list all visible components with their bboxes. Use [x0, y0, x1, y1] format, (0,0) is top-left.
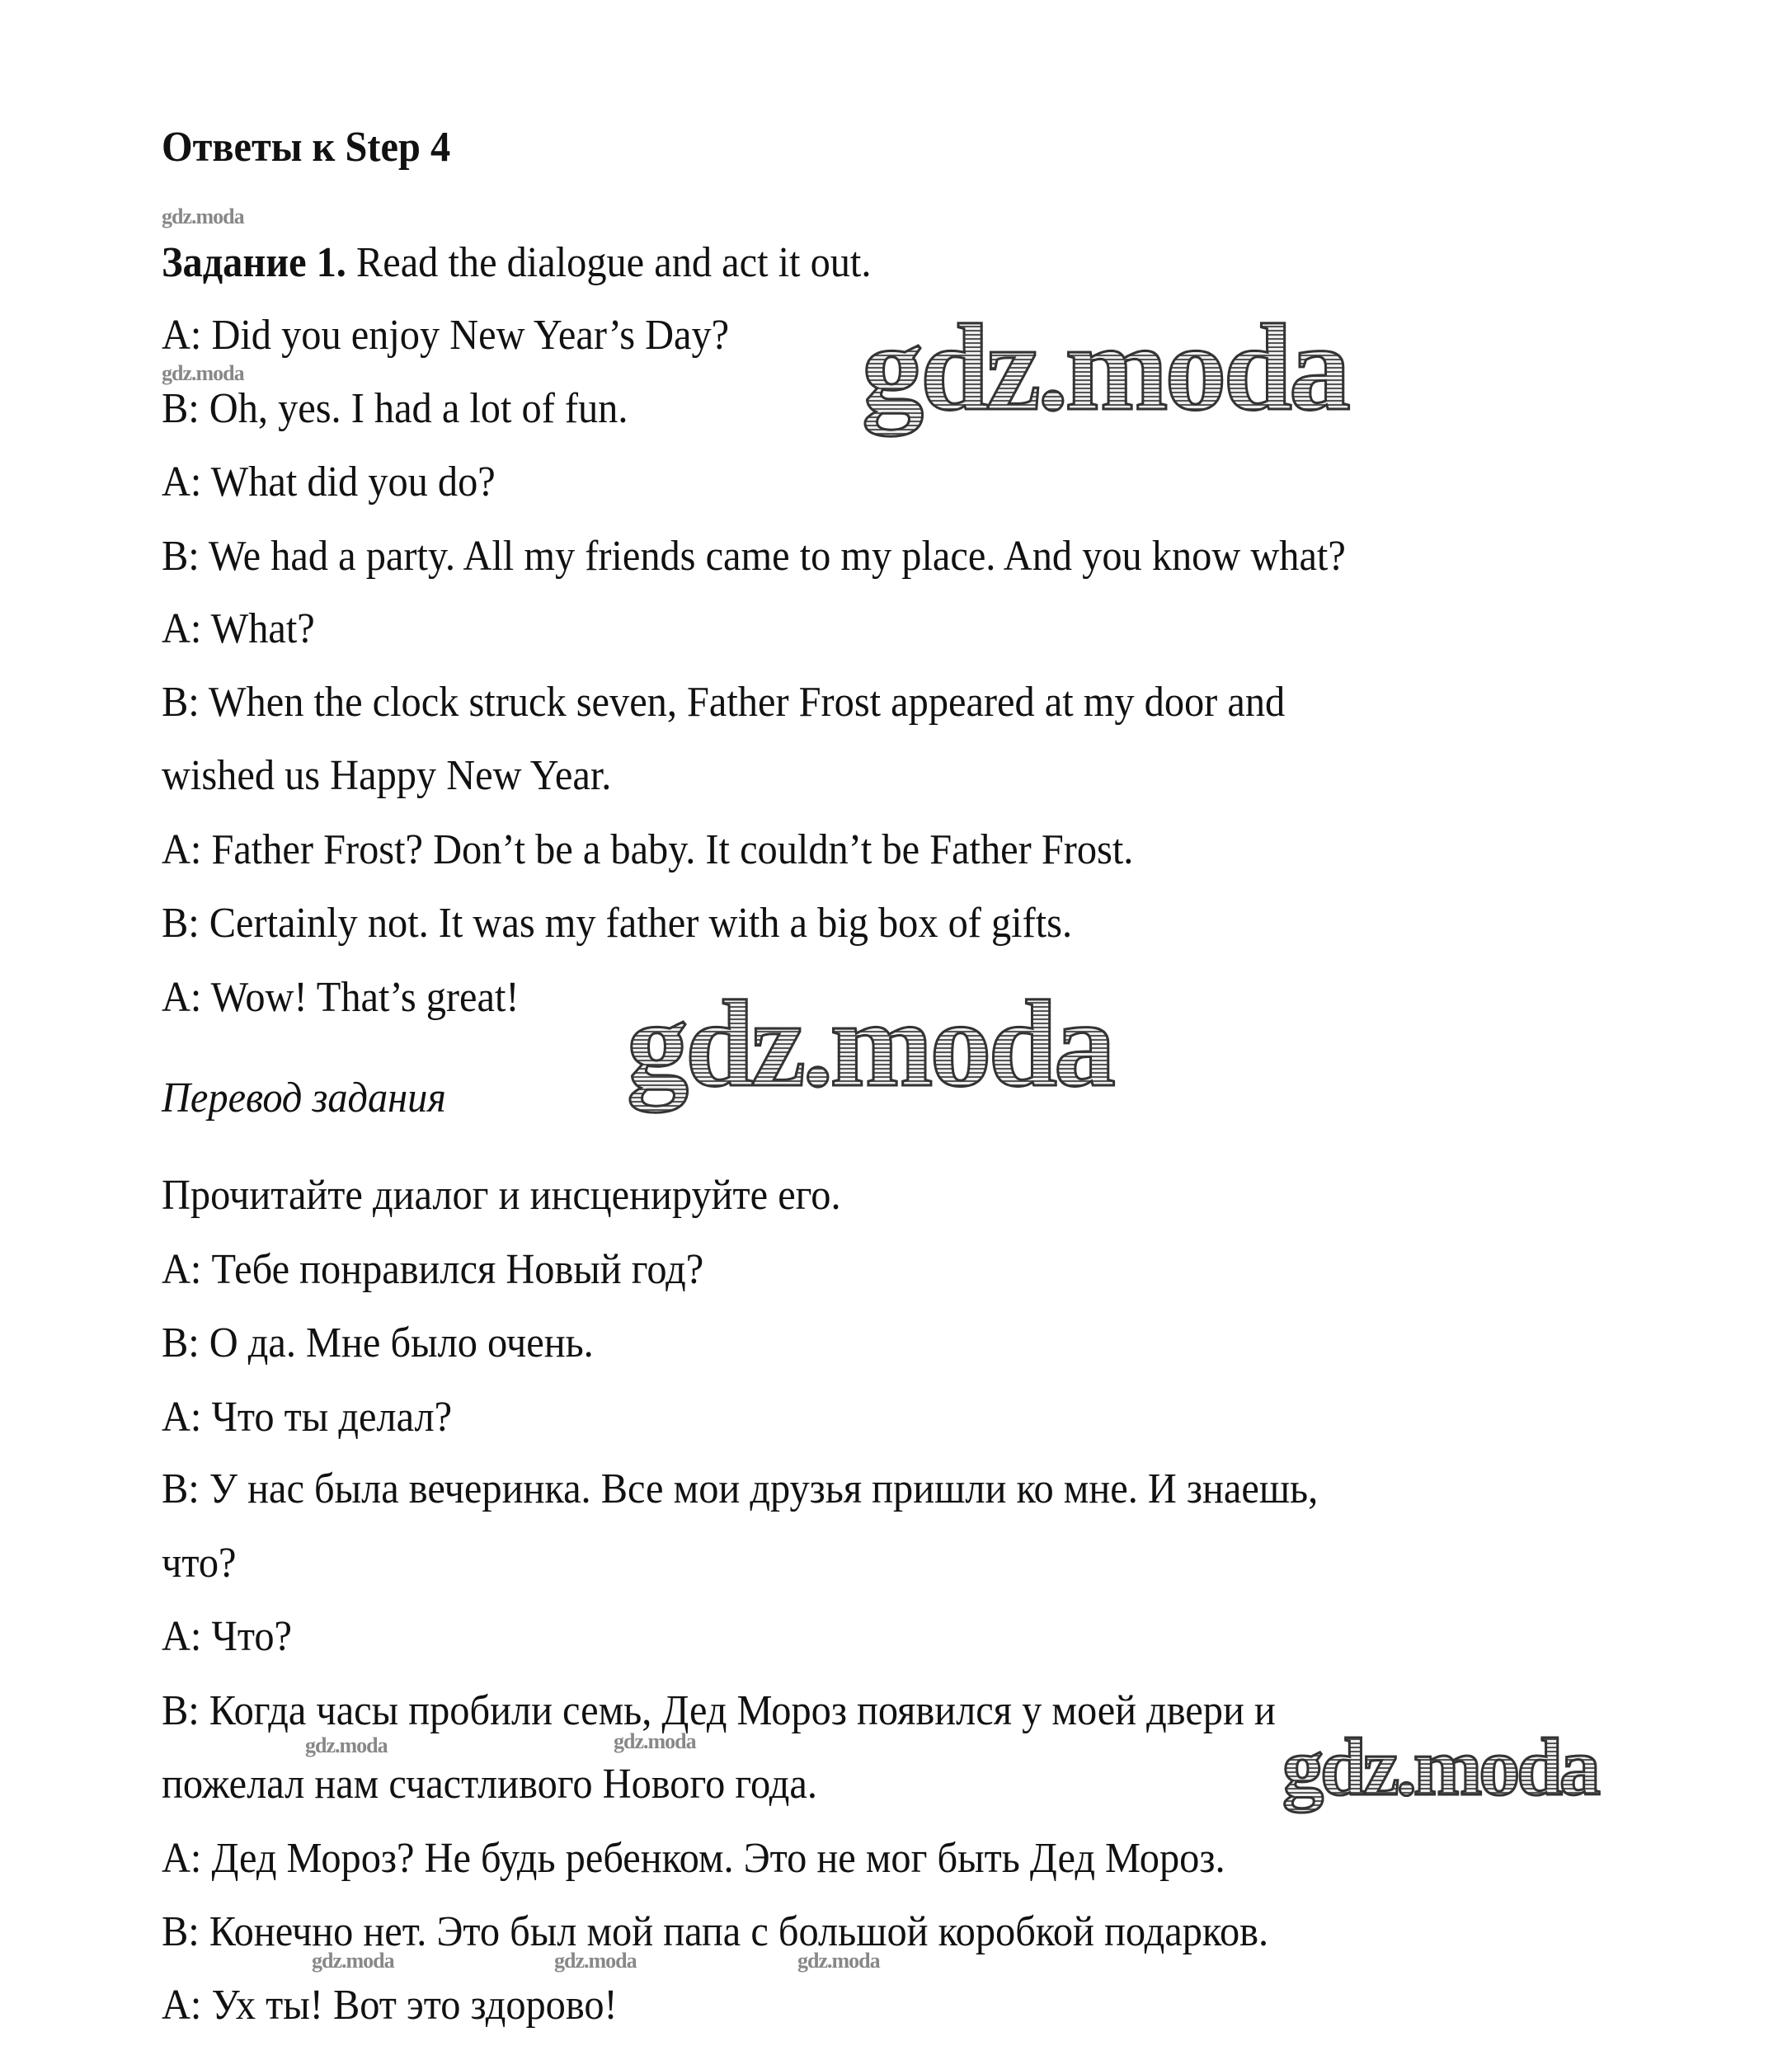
dialogue-line: A: Did you enjoy New Year’s Day? [162, 312, 730, 359]
translation-line: A: Что? [162, 1613, 293, 1660]
translation-line: B: О да. Мне было очень. [162, 1319, 594, 1366]
dialogue-line: A: Wow! That’s great! [162, 974, 520, 1021]
dialogue-line: B: Oh, yes. I had a lot of fun. [162, 385, 628, 432]
dialogue-line: B: We had a party. All my friends came to my place. And you know what? [162, 533, 1346, 580]
translation-line: B: Когда часы пробили семь, Дед Мороз появился у моей двери и [162, 1687, 1276, 1734]
translation-line: A: Что ты делал? [162, 1394, 453, 1441]
translation-line: Прочитайте диалог и инсценируйте его. [162, 1172, 841, 1219]
task-text: Read the dialogue and act it out. [346, 239, 872, 286]
watermark-small: gdz.moda [554, 1949, 637, 1973]
dialogue-line: A: What? [162, 605, 315, 652]
task-heading [162, 238, 871, 288]
watermark-large: gdz.moda [862, 297, 1348, 439]
watermark-small: gdz.moda [162, 205, 244, 228]
translation-heading: Перевод задания [162, 1075, 446, 1122]
dialogue-line: B: When the clock struck seven, Father Frost appeared at my door and [162, 679, 1286, 726]
translation-line: A: Ух ты! Вот это здорово! [162, 1982, 618, 2029]
translation-line: A: Тебе понравился Новый год? [162, 1246, 704, 1293]
watermark-small: gdz.moda [797, 1949, 880, 1973]
dialogue-line: wished us Happy New Year. [162, 752, 612, 799]
watermark-large: gdz.moda [627, 973, 1112, 1115]
dialogue-line: B: Certainly not. It was my father with a big box of gifts. [162, 900, 1073, 947]
task-label: Задание 1. [162, 239, 346, 286]
watermark-large: gdz.moda [1282, 1721, 1597, 1813]
watermark-small: gdz.moda [614, 1729, 696, 1753]
watermark-small: gdz.moda [305, 1733, 388, 1757]
translation-line: B: Конечно нет. Это был мой папа с большой коробкой подарков. [162, 1908, 1269, 1955]
translation-line: что? [162, 1540, 237, 1587]
translation-line: A: Дед Мороз? Не будь ребенком. Это не мог быть Дед Мороз. [162, 1835, 1225, 1882]
watermark-small: gdz.moda [312, 1949, 394, 1973]
dialogue-line: A: What did you do? [162, 459, 496, 506]
dialogue-line: A: Father Frost? Don’t be a baby. It couldn’t be Father Frost. [162, 826, 1134, 873]
page-title: Ответы к Step 4 [162, 124, 451, 171]
translation-line: пожелал нам счастливого Нового года. [162, 1761, 817, 1808]
translation-line: B: У нас была вечеринка. Все мои друзья пришли ко мне. И знаешь, [162, 1465, 1319, 1512]
watermark-small: gdz.moda [162, 361, 244, 385]
